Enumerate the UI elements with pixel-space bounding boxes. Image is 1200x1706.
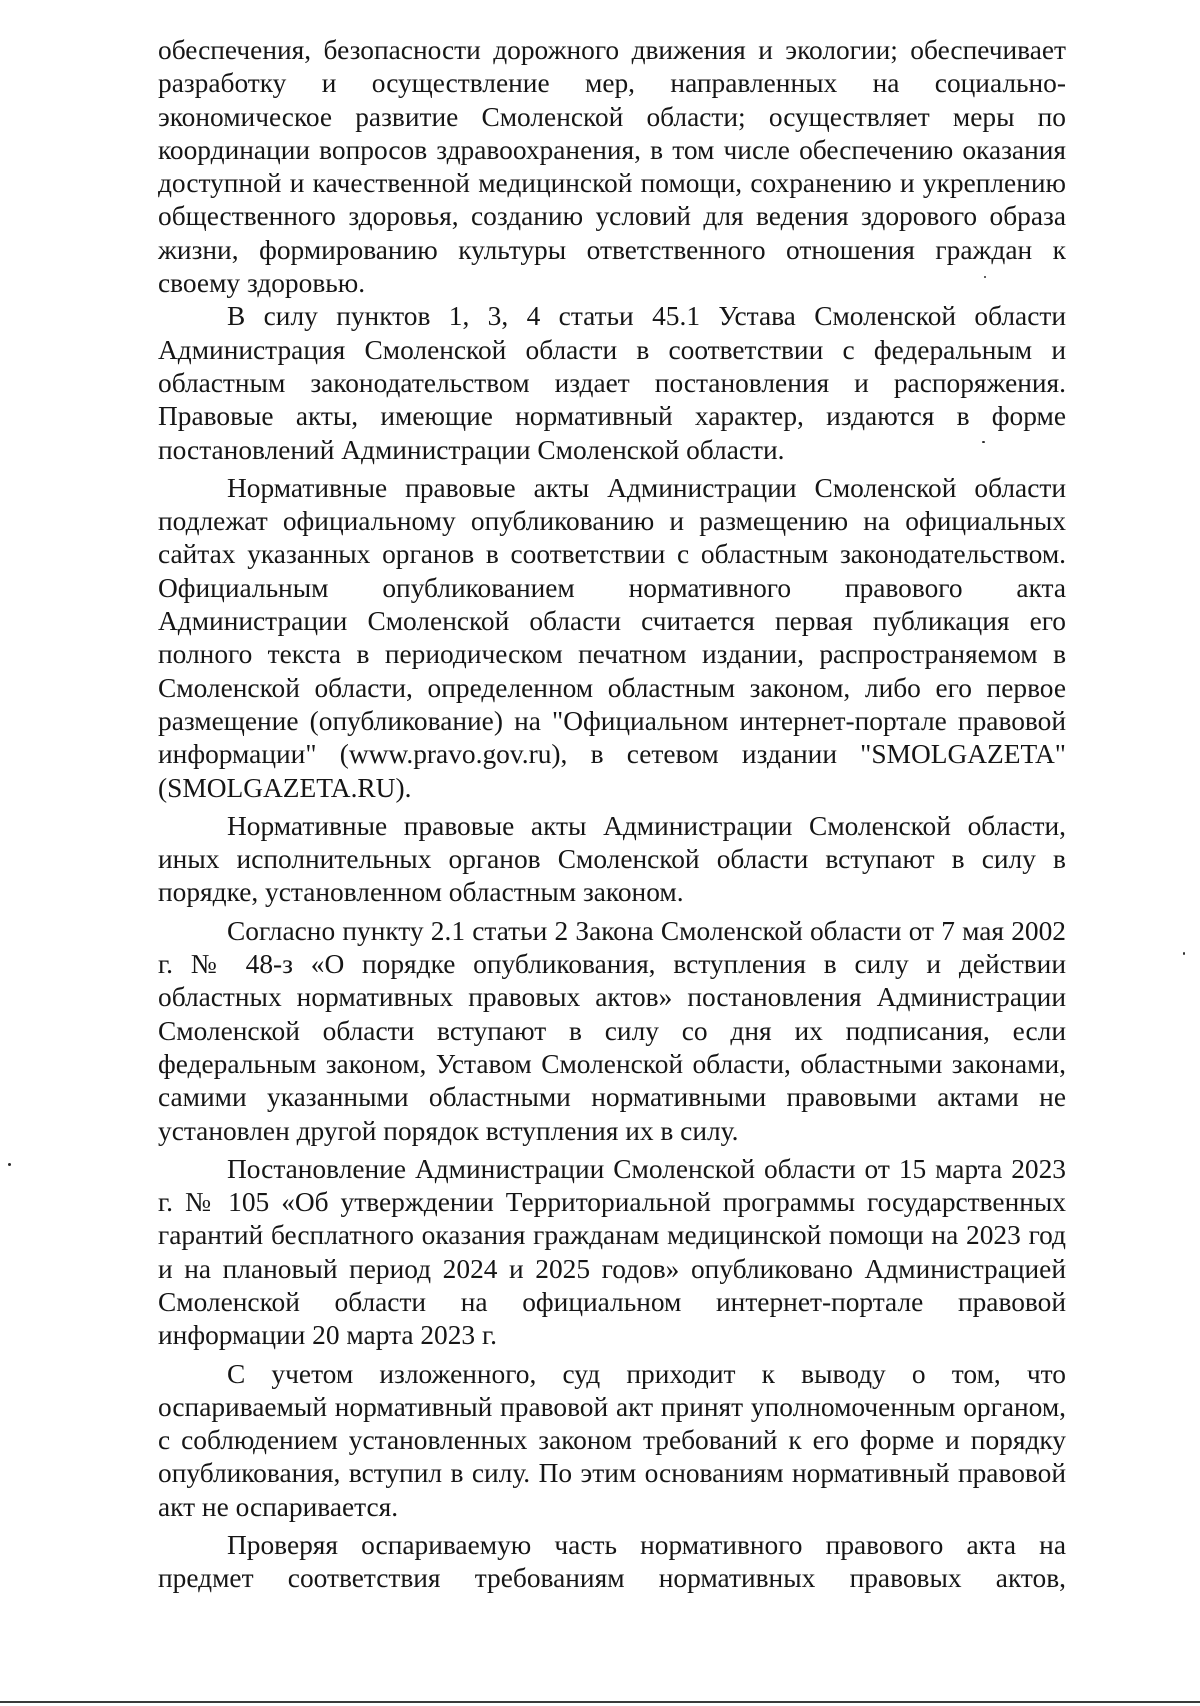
- paragraph-resolution-105: Постановление Администрации Смоленской области от 15 марта 2023 г. № 105 «Об утверждении Территориальной программы государственных гарантий бесплатного оказания гражданам медицинской помощи на 2023 год и на плановый период 2024 и 2025 годов» опубликовано Администрацией Смоленской области на официальном интернет-портале правовой информации 20 марта 2023 г.: [158, 1153, 1066, 1351]
- paragraph-regional-law: Согласно пункту 2.1 статьи 2 Закона Смоленской области от 7 мая 2002 г. № 48-з «О порядке опубликования, вступления в силу и действии областных нормативных правовых актов» постановления Администрации Смоленской области вступают в силу со дня их подписания, если федеральным законом, Уставом Смоленской области, областными законами, самими указанными областными нормативными правовыми актами не установлен другой порядок вступления их в силу.: [158, 915, 1066, 1146]
- paragraph-verification: Проверяя оспариваемую часть нормативного правового акта на предмет соответствия требованиям нормативных правовых актов,: [158, 1530, 1066, 1594]
- paragraph-continuation: обеспечения, безопасности дорожного движения и экологии; обеспечивает разработку и осуществление мер, направленных на социально-экономическое развитие Смоленской области; осуществляет меры по координации вопросов здравоохранения, в том числе обеспечению оказания доступной и качественной медицинской помощи, сохранению и укреплению общественного здоровья, созданию условий для ведения здорового образа жизни, формированию культуры ответственного отношения граждан к своему здоровью.: [158, 35, 1066, 299]
- scan-speck: [982, 441, 985, 443]
- paragraph-court-conclusion: С учетом изложенного, суд приходит к выводу о том, что оспариваемый нормативный правовой акт принят уполномоченным органом, с соблюдением установленных законом требований к его форме и порядку опубликования, вступил в силу. По этим основаниям нормативный правовой акт не оспаривается.: [158, 1358, 1066, 1522]
- scan-bottom-edge: [0, 1701, 1200, 1703]
- scan-speck: [8, 1163, 11, 1166]
- paragraph-entry-into-force: Нормативные правовые акты Администрации Смоленской области, иных исполнительных органов Смоленской области вступают в силу в порядке, установленном областным законом.: [158, 810, 1066, 908]
- scan-speck: [984, 276, 986, 278]
- paragraph-charter-powers: В силу пунктов 1, 3, 4 статьи 45.1 Устава Смоленской области Администрация Смоленской области в соответствии с федеральным и областным законодательством издает постановления и распоряжения. Правовые акты, имеющие нормативный характер, издаются в форме постановлений Администрации Смоленской области.: [158, 301, 1066, 465]
- scan-speck: [1183, 952, 1185, 955]
- paragraph-official-publication: Нормативные правовые акты Администрации Смоленской области подлежат официальному опубликованию и размещению на официальных сайтах указанных органов в соответствии с областным законодательством. Официальным опубликованием нормативного правового акта Администрации Смоленской области считается первая публикация его полного текста в периодическом печатном издании, распространяемом в Смоленской области, определенном областным законом, либо его первое размещение (опубликование) на "Официальном интернет-портале правовой информации" (www.pravo.gov.ru), в сетевом издании "SMOLGAZETA" (SMOLGAZETA.RU).: [158, 472, 1066, 803]
- document-body: [158, 34, 1066, 1601]
